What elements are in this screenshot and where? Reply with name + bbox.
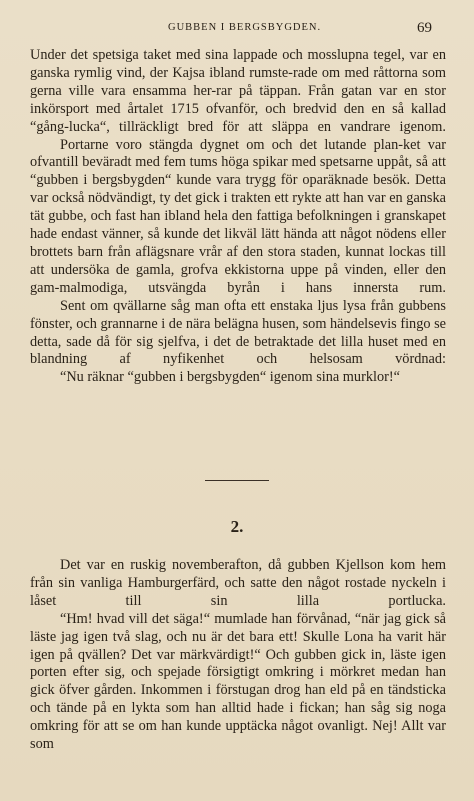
paragraph: “Nu räknar “gubben i bergsbygden“ igenom sina murklor!“ [60, 369, 400, 386]
section-1-text [30, 47, 446, 387]
section-number: 2. [230, 517, 244, 536]
page-number: 69 [417, 20, 432, 36]
running-head [0, 20, 474, 40]
running-title: GUBBEN I BERGSBYGDEN. [168, 22, 322, 33]
section-2-text [30, 557, 446, 754]
paragraph: Sent om qvällarne såg man ofta ett enstaka ljus lysa från gubbens fönster, och grannarne i de nära belägna husen, som händelsevis fingo se detta, sade då för sig sjelfva, i det de betraktade det lilla huset med en blandning af nyfikenhet och helsosam vördnad: [30, 297, 446, 368]
paragraph: Portarne voro stängda dygnet om och det lutande plan-ket var ofvantill beväradt med fem tums höga spikar med spetsarne uppåt, så att “gubben i bergsbygden“ kunde vara trygg för oparäknade besök. Detta var också nödvändigt, ty det gick i trakten ett rykte att han var en ganska tät gubbe, och fast han ibland hela den fattiga befolkningen i granskapet hade endast vänner, så kunde det likväl lätt hända att något nödens eller brottets barn från aflägsnare vrår af den stora staden, kunnat lockas till att undersöka de gamla, grofva ekkistorna uppe på vinden, eller den gam-malmodiga, utsvängda byrån i hans innersta rum. [30, 136, 446, 296]
section-divider-rule [205, 480, 269, 481]
paragraph: “Hm! hvad vill det säga!“ mumlade han förvånad, “när jag gick så läste jag igen två slag, och nu är det bara ett! Skulle Lona ha varit här igen på qvällen? Det var märkvärdigt!“ Och gubben gick in, läste igen porten efter sig, och spejade försigtigt omkring i mörkret medan han gick öfver gården. Inkommen i förstugan drog han eld på en tändsticka och tände på en lykta som han alltid hade i fickan; han såg sig noga omkring för att se om han kunde upptäcka något ovanligt. Nej! Allt var som [30, 610, 446, 753]
paragraph: Under det spetsiga taket med sina lappade och mosslupna tegel, var en ganska rymlig vind, der Kajsa ibland rumste-rade om med råttorna som gerna ville vara ensamma her-rar på täppan. Från gatan var en stor inkörsport med årtalet 1715 ofvanför, och bredvid den en så kallad “gång-lucka“, tillräckligt bred för att släppa en vandrare igenom. [30, 47, 446, 135]
paragraph: Det var en ruskig novemberafton, då gubben Kjellson kom hem från sin vanliga Hamburgerfärd, och satte den något rostade nyckeln i låset till sin lilla portlucka. [30, 557, 446, 609]
